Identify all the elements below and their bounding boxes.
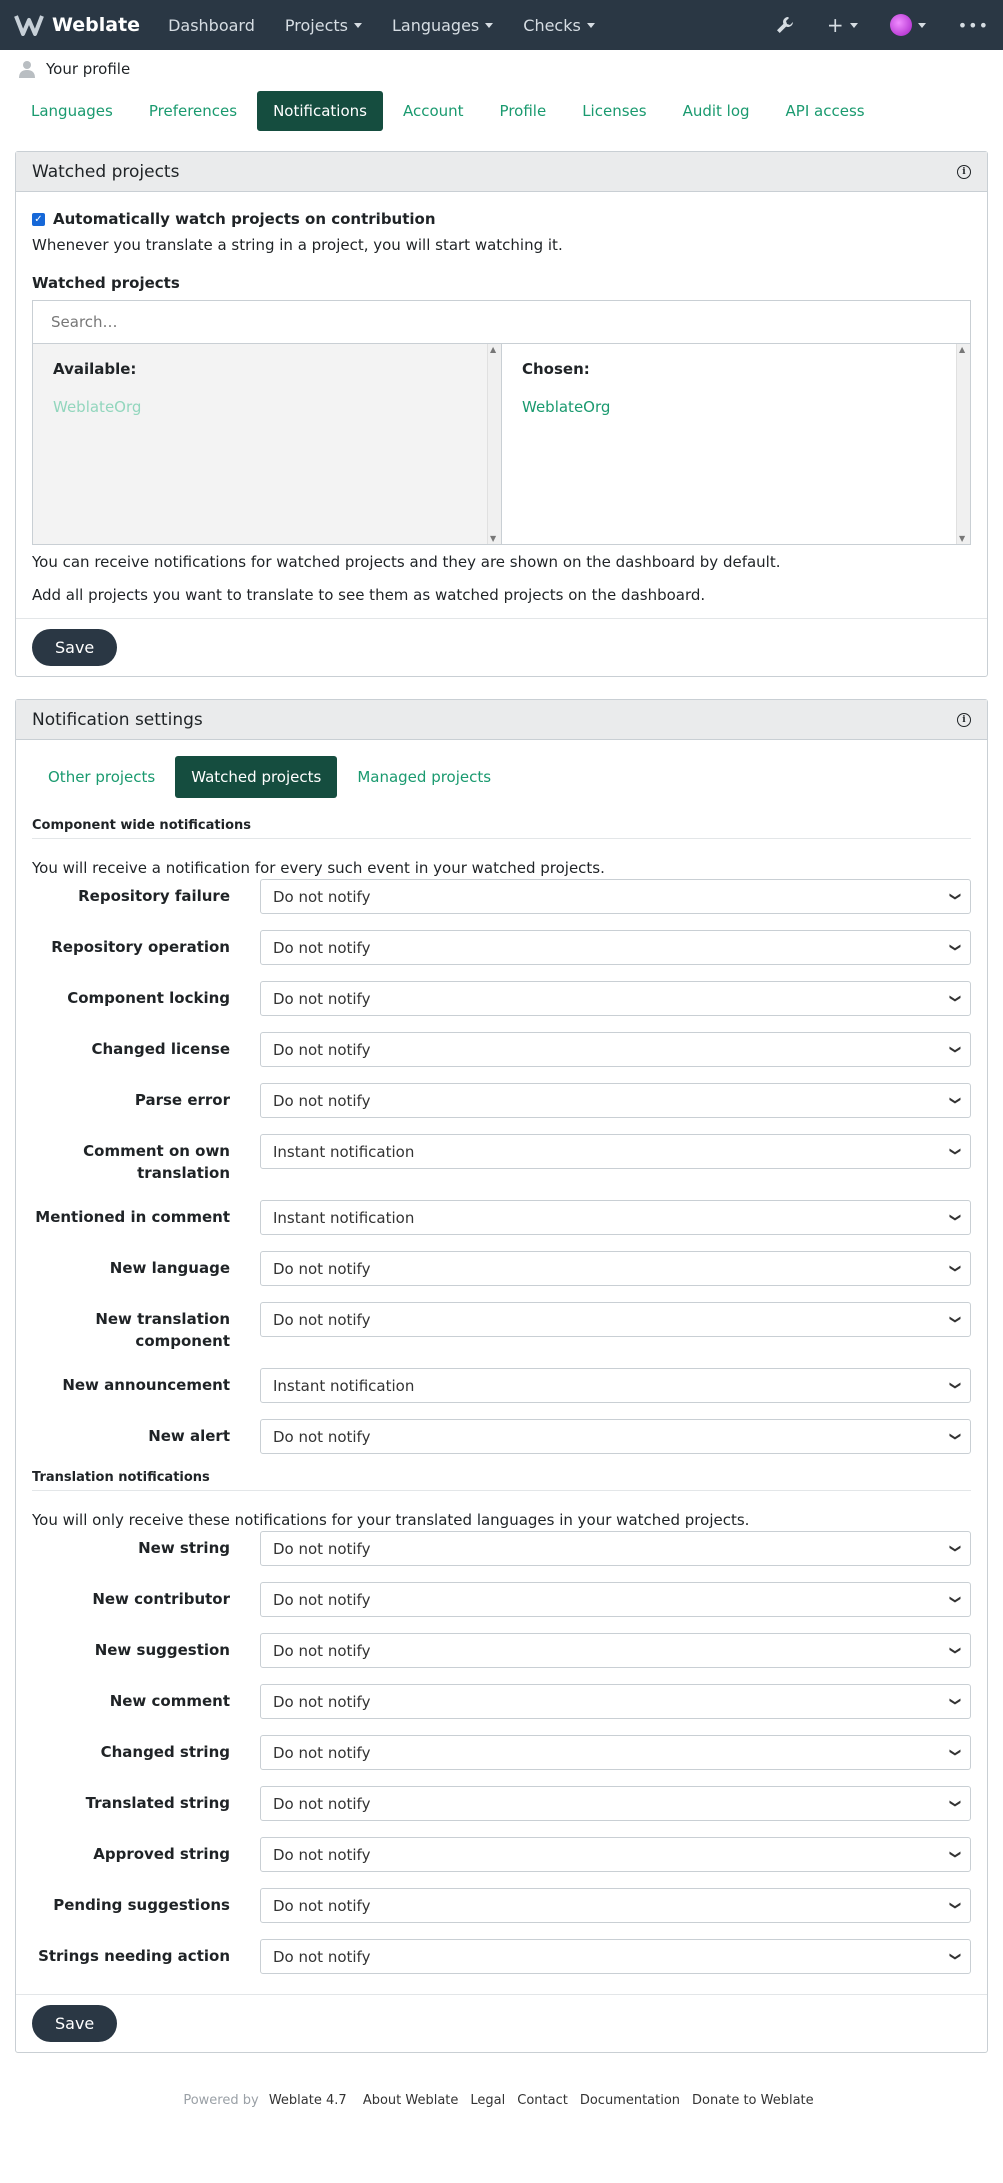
watched-projects-panel	[15, 151, 988, 677]
available-list[interactable]	[33, 344, 502, 544]
setting-row-new-alert	[16, 1419, 987, 1454]
nav-projects[interactable]	[285, 16, 362, 35]
setting-label: Parse error	[134, 1091, 230, 1109]
component-section-title: Component wide notifications	[32, 818, 971, 839]
select-value: Do not notify	[273, 1091, 371, 1110]
save-button[interactable]: Save	[32, 2005, 117, 2042]
save-button[interactable]: Save	[32, 629, 117, 666]
new-string-select[interactable]	[260, 1531, 971, 1566]
project-search-input[interactable]: Search…	[33, 301, 970, 344]
tab-preferences[interactable]: Preferences	[148, 102, 238, 120]
watched-help-2: Add all projects you want to translate to see them as watched projects on the dashboard.	[32, 586, 706, 604]
brand-name: Weblate	[52, 14, 141, 36]
setting-label: Component locking	[67, 989, 230, 1007]
profile-label: Your profile	[46, 60, 131, 78]
setting-row-new-announcement	[16, 1368, 987, 1403]
chevron-down-icon	[354, 23, 362, 28]
select-value: Do not notify	[273, 1259, 371, 1278]
new-translation-component-select[interactable]	[260, 1302, 971, 1337]
select-value: Instant notification	[273, 1142, 415, 1161]
setting-row-new-contributor	[16, 1582, 987, 1617]
user-icon	[18, 60, 36, 78]
auto-watch-help: Whenever you translate a string in a project, you will start watching it.	[32, 236, 563, 254]
chosen-list[interactable]	[502, 344, 970, 544]
chevron-down-icon: ❯	[948, 1645, 962, 1656]
panel-heading	[16, 700, 987, 740]
tab-api-access[interactable]: API access	[785, 102, 865, 120]
select-value: Do not notify	[273, 1427, 371, 1446]
setting-row-translated-string	[16, 1786, 987, 1821]
select-value: Do not notify	[273, 1845, 371, 1864]
setting-row-new-translation-component	[16, 1302, 987, 1352]
mentioned-in-comment-select[interactable]	[260, 1200, 971, 1235]
setting-label: Pending suggestions	[53, 1896, 230, 1914]
select-value: Instant notification	[273, 1376, 415, 1395]
chevron-down-icon: ❯	[948, 1212, 962, 1223]
setting-label: New alert	[148, 1427, 230, 1445]
tab-account[interactable]: Account	[402, 102, 464, 120]
setting-label: Changed license	[91, 1040, 230, 1058]
new-suggestion-select[interactable]	[260, 1633, 971, 1668]
more-menu-button[interactable]	[958, 16, 989, 35]
tab-watched-projects[interactable]: Watched projects	[175, 756, 337, 798]
select-value: Do not notify	[273, 938, 371, 957]
setting-label: Translated string	[85, 1794, 230, 1812]
comment-on-own-translation-select[interactable]	[260, 1134, 971, 1169]
setting-row-mentioned-in-comment	[16, 1200, 987, 1235]
chevron-down-icon	[850, 23, 858, 28]
setting-label: Changed string	[100, 1743, 230, 1761]
repository-failure-select[interactable]	[260, 879, 971, 914]
powered-by-label: Powered by	[183, 2093, 259, 2108]
nav-label: Checks	[523, 15, 581, 35]
setting-row-new-suggestion	[16, 1633, 987, 1668]
select-value: Do not notify	[273, 1947, 371, 1966]
setting-row-changed-license	[16, 1032, 987, 1067]
chevron-down-icon	[918, 23, 926, 28]
panel-title: Watched projects	[32, 161, 180, 182]
select-value: Do not notify	[273, 1590, 371, 1609]
setting-label: Approved string	[93, 1845, 230, 1863]
setting-row-repository-failure	[16, 879, 987, 914]
select-value: Do not notify	[273, 1310, 371, 1329]
new-alert-select[interactable]	[260, 1419, 971, 1454]
version-link[interactable]: Weblate 4.7	[268, 2093, 347, 2108]
setting-label: New comment	[109, 1692, 230, 1710]
select-value: Do not notify	[273, 1794, 371, 1813]
translation-section-help: You will only receive these notifications for your translated languages in your watched projects.	[32, 1511, 750, 1529]
setting-row-approved-string	[16, 1837, 987, 1872]
user-menu-button[interactable]	[890, 14, 926, 36]
setting-label: New suggestion	[94, 1641, 230, 1659]
setting-label: Repository failure	[78, 887, 230, 905]
nav-label: Languages	[391, 15, 480, 35]
setting-row-component-locking	[16, 981, 987, 1016]
chevron-down-icon: ❯	[948, 1380, 962, 1391]
watched-help-1: You can receive notifications for watched projects and they are shown on the dashboard by default.	[32, 553, 781, 571]
panel-heading	[16, 152, 987, 192]
chevron-down-icon: ❯	[948, 1849, 962, 1860]
chosen-title: Chosen:	[522, 360, 590, 378]
tab-other-projects[interactable]: Other projects	[48, 768, 156, 786]
new-announcement-select[interactable]	[260, 1368, 971, 1403]
weblate-logo-icon	[14, 13, 44, 37]
nav-dashboard[interactable]	[168, 16, 255, 35]
project-selector	[32, 300, 971, 545]
setting-row-changed-string	[16, 1735, 987, 1770]
plus-icon: +	[826, 13, 844, 37]
new-language-select[interactable]	[260, 1251, 971, 1286]
footer-link-contact[interactable]: Contact	[517, 2093, 568, 2108]
translated-string-select[interactable]	[260, 1786, 971, 1821]
select-value: Do not notify	[273, 1743, 371, 1762]
notification-settings-panel	[15, 699, 988, 2053]
setting-row-new-string	[16, 1531, 987, 1566]
chevron-down-icon	[587, 23, 595, 28]
setting-row-parse-error	[16, 1083, 987, 1118]
footer-link-legal[interactable]: Legal	[470, 2093, 506, 2108]
chevron-down-icon	[485, 23, 493, 28]
info-icon[interactable]: i	[957, 165, 971, 179]
nav-checks[interactable]	[523, 16, 595, 35]
new-contributor-select[interactable]	[260, 1582, 971, 1617]
chevron-down-icon: ❯	[948, 1798, 962, 1809]
select-value: Do not notify	[273, 1040, 371, 1059]
nav-label: Dashboard	[168, 15, 255, 35]
setting-label: New announcement	[62, 1376, 230, 1394]
chevron-down-icon: ❯	[948, 1095, 962, 1106]
setting-label: Strings needing action	[38, 1947, 230, 1965]
chevron-down-icon: ❯	[948, 1747, 962, 1758]
setting-row-comment-on-own-translation	[16, 1134, 987, 1184]
nav-languages[interactable]	[392, 16, 493, 35]
tab-notifications[interactable]: Notifications	[257, 91, 383, 131]
pending-suggestions-select[interactable]	[260, 1888, 971, 1923]
footer-link-documentation[interactable]: Documentation	[579, 2093, 681, 2108]
chosen-item[interactable]: WeblateOrg	[522, 398, 611, 416]
setting-label: Repository operation	[51, 938, 230, 956]
brand-link[interactable]	[14, 13, 140, 37]
setting-label: New contributor	[92, 1590, 230, 1608]
setting-label: Mentioned in comment	[35, 1208, 230, 1226]
tab-licenses[interactable]: Licenses	[582, 102, 647, 120]
info-icon[interactable]: i	[957, 713, 971, 727]
footer-link-donate-to-weblate[interactable]: Donate to Weblate	[692, 2093, 814, 2108]
auto-watch-checkbox-row[interactable]	[32, 210, 971, 228]
parse-error-select[interactable]	[260, 1083, 971, 1118]
available-item[interactable]: WeblateOrg	[53, 398, 142, 416]
chevron-down-icon: ❯	[948, 942, 962, 953]
auto-watch-label: Automatically watch projects on contribution	[53, 210, 436, 228]
setting-label: New translation component	[95, 1310, 230, 1350]
footer-link-about-weblate[interactable]: About Weblate	[362, 2093, 459, 2108]
translation-section-title: Translation notifications	[32, 1470, 971, 1491]
component-section-help: You will receive a notification for every such event in your watched projects.	[32, 859, 605, 877]
breadcrumb	[0, 50, 1003, 88]
chevron-down-icon: ❯	[948, 1314, 962, 1325]
auto-watch-checkbox[interactable]: ✓	[32, 213, 45, 226]
panel-title: Notification settings	[32, 709, 203, 730]
select-value: Do not notify	[273, 989, 371, 1008]
setting-row-repository-operation	[16, 930, 987, 965]
select-value: Instant notification	[273, 1208, 415, 1227]
setting-row-pending-suggestions	[16, 1888, 987, 1923]
setting-label: Comment on own translation	[83, 1142, 230, 1182]
strings-needing-action-select[interactable]	[260, 1939, 971, 1974]
page-footer	[0, 2093, 1003, 2108]
chevron-down-icon: ❯	[948, 1951, 962, 1962]
setting-row-new-comment	[16, 1684, 987, 1719]
select-value: Do not notify	[273, 1641, 371, 1660]
profile-tabs	[0, 88, 1003, 134]
notification-scope-tabs	[16, 740, 987, 798]
available-scrollbar[interactable]	[487, 344, 501, 544]
chevron-down-icon: ❯	[948, 1696, 962, 1707]
setting-label: New string	[138, 1539, 230, 1557]
avatar	[890, 14, 912, 36]
chevron-down-icon: ❯	[948, 1543, 962, 1554]
new-comment-select[interactable]	[260, 1684, 971, 1719]
select-value: Do not notify	[273, 1539, 371, 1558]
chevron-down-icon: ❯	[948, 891, 962, 902]
chosen-scrollbar[interactable]	[956, 344, 970, 544]
select-value: Do not notify	[273, 1692, 371, 1711]
chevron-down-icon: ❯	[948, 1431, 962, 1442]
tab-managed-projects[interactable]: Managed projects	[357, 768, 492, 786]
component-locking-select[interactable]	[260, 981, 971, 1016]
top-navbar	[0, 0, 1003, 50]
chevron-down-icon: ❯	[948, 1594, 962, 1605]
select-value: Do not notify	[273, 887, 371, 906]
chevron-down-icon: ❯	[948, 993, 962, 1004]
chevron-down-icon: ❯	[948, 1146, 962, 1157]
repository-operation-select[interactable]	[260, 930, 971, 965]
chevron-down-icon: ❯	[948, 1900, 962, 1911]
watched-projects-label: Watched projects	[32, 274, 180, 292]
setting-row-new-language	[16, 1251, 987, 1286]
available-title: Available:	[53, 360, 137, 378]
nav-label: Projects	[284, 15, 348, 35]
tab-audit-log[interactable]: Audit log	[682, 102, 750, 120]
tab-profile[interactable]: Profile	[499, 102, 547, 120]
select-value: Do not notify	[273, 1896, 371, 1915]
setting-label: New language	[109, 1259, 230, 1277]
approved-string-select[interactable]	[260, 1837, 971, 1872]
changed-string-select[interactable]	[260, 1735, 971, 1770]
tab-languages[interactable]: Languages	[31, 102, 113, 120]
chevron-down-icon: ❯	[948, 1044, 962, 1055]
wrench-icon[interactable]	[775, 15, 795, 35]
more-icon: •••	[957, 15, 989, 35]
chevron-down-icon: ❯	[948, 1263, 962, 1274]
add-menu-button[interactable]	[827, 13, 858, 37]
changed-license-select[interactable]	[260, 1032, 971, 1067]
setting-row-strings-needing-action	[16, 1939, 987, 1974]
